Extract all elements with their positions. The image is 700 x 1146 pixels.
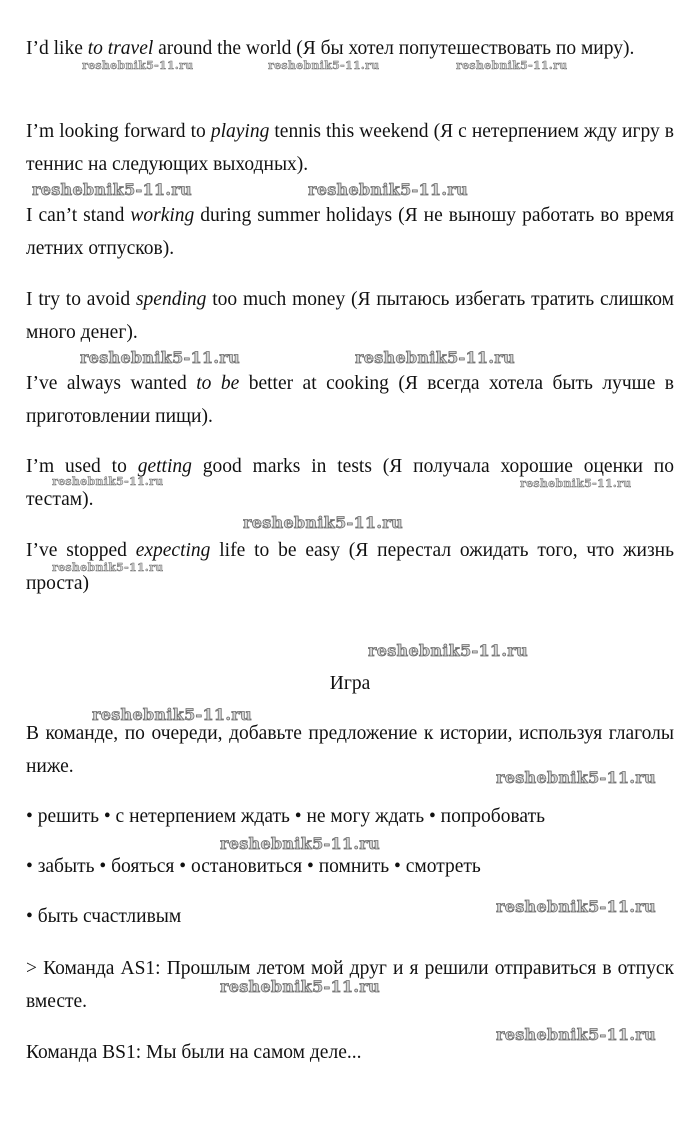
sentence-5: I’ve always wanted to be better at cooking (Я всегда хотела быть лучше в приготовлении пищи). (26, 373, 675, 427)
watermark: reshebnik5-11.ru (82, 59, 194, 72)
game-instruction: В команде, по очереди, добавьте предложение к истории, используя глаголы ниже. (26, 723, 674, 777)
watermark: reshebnik5-11.ru (80, 348, 240, 367)
verb-form: to travel (87, 38, 154, 59)
verb-list-line-1: • решить • с нетерпением ждать • не могу ждать • попробовать (26, 806, 545, 827)
watermark: reshebnik5-11.ru (220, 977, 380, 996)
verb-form: to be (196, 373, 240, 394)
verb-form: getting (137, 456, 192, 477)
watermark: reshebnik5-11.ru (308, 180, 468, 199)
watermark: reshebnik5-11.ru (92, 705, 252, 724)
watermark: reshebnik5-11.ru (355, 348, 515, 367)
verb-list-line-3: • быть счастливым (26, 906, 182, 927)
watermark: reshebnik5-11.ru (496, 768, 656, 787)
sentence-7: I’ve stopped expecting life to be easy (Я перестал ожидать того, что жизнь проста) (26, 540, 674, 594)
watermark: reshebnik5-11.ru (520, 477, 632, 490)
sentence-3: I can’t stand working during summer holidays (Я не выношу работать во время летних отпусков). (26, 205, 674, 259)
sentence-1: I’d like to travel around the world (Я бы хотел попутешествовать по миру). (26, 38, 635, 59)
verb-form: expecting (135, 540, 211, 561)
watermark: reshebnik5-11.ru (496, 1025, 656, 1044)
watermark: reshebnik5-11.ru (268, 59, 380, 72)
sentence-2: I’m looking forward to playing tennis this weekend (Я с нетерпением жду игру в теннис на следующих выходных). (26, 121, 674, 175)
sentence-6: I’m used to getting good marks in tests (Я получала хорошие оценки по тестам). (26, 456, 674, 510)
watermark: reshebnik5-11.ru (32, 180, 192, 199)
verb-form: working (130, 205, 195, 226)
verb-form: playing (210, 121, 270, 142)
watermark: reshebnik5-11.ru (52, 561, 164, 574)
watermark: reshebnik5-11.ru (52, 475, 164, 488)
team-a-line: > Команда AS1: Прошлым летом мой друг и я решили отправиться в отпуск вместе. (26, 958, 674, 1012)
verb-form: spending (135, 289, 207, 310)
game-title: Игра (329, 673, 371, 694)
watermark: reshebnik5-11.ru (496, 897, 656, 916)
watermark: reshebnik5-11.ru (456, 59, 568, 72)
verb-list-line-2: • забыть • бояться • остановиться • помнить • смотреть (26, 856, 481, 877)
watermark: reshebnik5-11.ru (220, 834, 380, 853)
watermark: reshebnik5-11.ru (368, 641, 528, 660)
team-b-line: Команда BS1: Мы были на самом деле... (26, 1042, 362, 1063)
sentence-4: I try to avoid spending too much money (Я пытаюсь избегать тратить слишком много денег). (26, 289, 674, 343)
watermark: reshebnik5-11.ru (243, 513, 403, 532)
